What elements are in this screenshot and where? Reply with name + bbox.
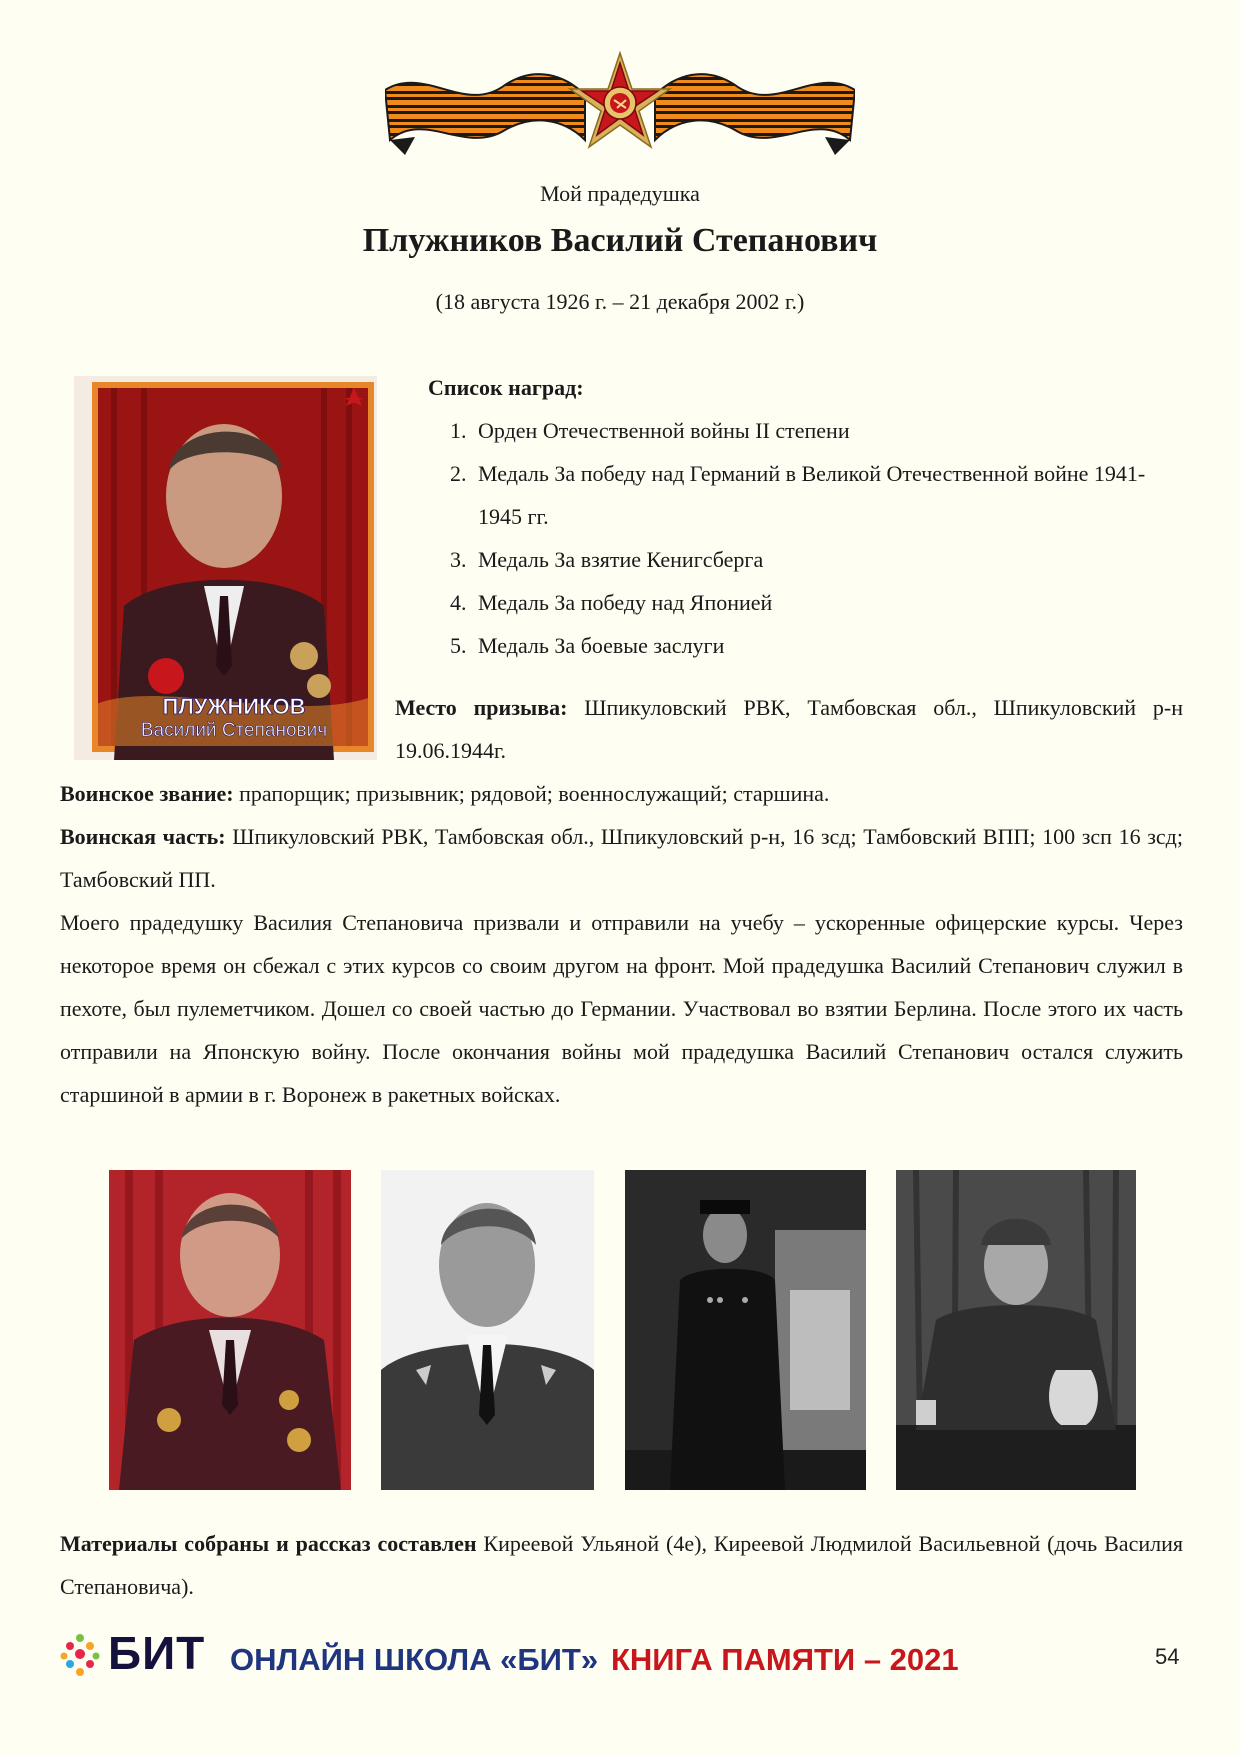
order-ribbon-emblem: [385, 45, 855, 165]
bit-logo-icon: [58, 1630, 102, 1682]
page-number: 54: [1155, 1644, 1180, 1669]
award-item: 4. Медаль За победу над Японией: [472, 581, 1183, 624]
person-name: Плужников Василий Степанович: [362, 222, 878, 259]
conscription-place-value: Шпикуловский РВК, Тамбовская обл., Шпикуловский р-н 19.06.1944г.: [395, 695, 1183, 763]
military-rank-label: Воинское звание:: [60, 781, 234, 806]
bw-portrait-photo: [381, 1170, 594, 1490]
conscription-place: [395, 686, 1183, 772]
award-item: 1. Орден Отечественной войны II степени: [472, 409, 1183, 452]
awards-heading: Список наград:: [428, 375, 584, 400]
bw-standing-soldier-photo: [625, 1170, 866, 1490]
story-paragraph: Моего прадедушку Василия Степановича призвали и отправили на учебу – ускоренные офицерские курсы. Через некоторое время он сбежал с этих курсов со своим другом на фронт. Мой прадедушка Василий Степанович служил в пехоте, был пулеметчиком. Дошел со своей частью до Германии. Участвовал во взятии Берлина. После этого их часть отправили на Японскую войну. После окончания войны мой прадедушка Василий Степанович остался служить старшиной в армии в г. Воронеж в ракетных войсках.: [60, 910, 1183, 1107]
bit-logo-text: БИТ: [108, 1627, 206, 1679]
military-rank: [60, 772, 1183, 815]
conscription-place-label: Место призыва:: [395, 695, 568, 720]
footer-school-name: ОНЛАЙН ШКОЛА «БИТ»: [230, 1642, 599, 1677]
credits-value: Киреевой Ульяной (4е), Киреевой Людмилой Васильевной (дочь Василия Степановича).: [60, 1531, 1183, 1599]
awards-list: [428, 409, 1183, 667]
page-subtitle: Мой прадедушка: [540, 181, 700, 206]
awards-section: [428, 366, 1183, 667]
life-dates: (18 августа 1926 г. – 21 декабря 2002 г.): [435, 289, 805, 314]
portrait-photo: [74, 376, 377, 760]
footer-book-title: КНИГА ПАМЯТИ – 2021: [611, 1642, 959, 1677]
award-item: 2. Медаль За победу над Германий в Великой Отечественной войне 1941-1945 гг.: [472, 452, 1183, 538]
footer: [58, 1627, 1188, 1682]
bw-seated-soldier-photo: [896, 1170, 1136, 1490]
color-portrait-photo: [109, 1170, 351, 1490]
credits-label: Материалы собраны и рассказ составлен: [60, 1531, 477, 1556]
portrait-caption-name: Василий Степанович: [140, 720, 328, 741]
portrait-caption-surname: ПЛУЖНИКОВ: [162, 694, 306, 719]
military-rank-value: прапорщик; призывник; рядовой; военнослужащий; старшина.: [233, 781, 830, 806]
credits-paragraph: [60, 1522, 1183, 1608]
military-unit-label: Воинская часть:: [60, 824, 226, 849]
military-unit: [60, 815, 1183, 901]
military-unit-value: Шпикуловский РВК, Тамбовская обл., Шпикуловский р-н, 16 зсд; Тамбовский ВПП; 100 зсп 16 зсд; Тамбовский ПП.: [60, 824, 1183, 892]
award-item: 5. Медаль За боевые заслуги: [472, 624, 1183, 667]
award-item: 3. Медаль За взятие Кенигсберга: [472, 538, 1183, 581]
